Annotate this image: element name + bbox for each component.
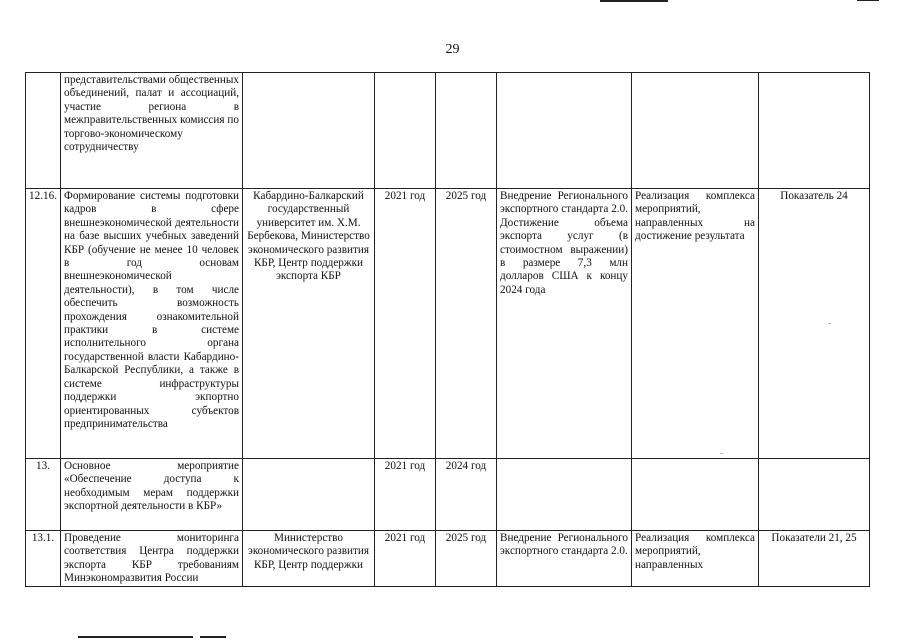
row-number: 13.1.	[26, 531, 61, 587]
measure-cell: Формирование системы подготовки кадров в сфере внешнеэкономической деятельности на базе высших учебных заведений КБР (обучение не менее 10 человек в год основам внешнеэкономической деятельности), в том числе обеспечить возможность прохождения ознакомительной практики в системе исполнительного органа государственной власти Кабардино-Балкарской Республики, а также в системе инфраструктуры поддержки экпортно ориентированных субъектов предпринимательства	[61, 189, 243, 459]
measure-cell: Проведение мониторинга соответствия Центра поддержки экспорта КБР требованиям Минэкономразвития России	[61, 531, 243, 587]
table-row	[26, 459, 870, 531]
end-year-cell: 2025 год	[436, 531, 497, 587]
responsible-cell	[243, 73, 375, 189]
row-number	[26, 73, 61, 189]
start-year-cell: 2021 год	[375, 189, 436, 459]
responsible-cell: Кабардино-Балкарский государственный университет им. Х.М. Бербекова, Министерство экономического развития КБР, Центр поддержки экспорта КБР	[243, 189, 375, 459]
indicator-cell: Показатель 24	[759, 189, 870, 459]
result-cell: Внедрение Регионального экспортного стандарта 2.0.	[497, 531, 632, 587]
measure-cell: представительствами общественных объединений, палат и ассоциаций, участие региона в межправительственных комиссия по торгово-экономическому сотрудничеству	[61, 73, 243, 189]
event-cell	[632, 459, 759, 531]
result-cell: Внедрение Регионального экспортного стандарта 2.0. Достижение объема экспорта услуг (в стоимостном выражении) в размере 7,3 млн долларов США к концу 2024 года	[497, 189, 632, 459]
scan-mark-bottom-2	[200, 636, 226, 638]
end-year-cell	[436, 73, 497, 189]
indicator-cell	[759, 73, 870, 189]
event-cell: Реализация комплекса мероприятий, направленных на достижение результата	[632, 189, 759, 459]
scan-mark-top-2	[857, 0, 879, 1]
scan-speck: -	[720, 448, 724, 459]
start-year-cell	[375, 73, 436, 189]
responsible-cell: Министерство экономического развития КБР, Центр поддержки	[243, 531, 375, 587]
result-cell	[497, 459, 632, 531]
table-row	[26, 189, 870, 459]
end-year-cell: 2025 год	[436, 189, 497, 459]
end-year-cell: 2024 год	[436, 459, 497, 531]
start-year-cell: 2021 год	[375, 531, 436, 587]
event-cell: Реализация комплекса мероприятий, направленных	[632, 531, 759, 587]
row-number: 13.	[26, 459, 61, 531]
scan-mark-top-1	[600, 0, 668, 2]
row-number: 12.16.	[26, 189, 61, 459]
start-year-cell: 2021 год	[375, 459, 436, 531]
measure-cell: Основное мероприятие «Обеспечение доступа к необходимым мерам поддержки экспортной деятельности в КБР»	[61, 459, 243, 531]
result-cell	[497, 73, 632, 189]
page-number: 29	[445, 42, 460, 57]
event-cell	[632, 73, 759, 189]
table-row	[26, 531, 870, 587]
scan-mark-bottom-1	[78, 636, 193, 638]
scan-speck: -	[828, 318, 832, 329]
indicator-cell	[759, 459, 870, 531]
table-row	[26, 73, 870, 189]
indicator-cell: Показатели 21, 25	[759, 531, 870, 587]
responsible-cell	[243, 459, 375, 531]
program-table	[25, 72, 870, 587]
